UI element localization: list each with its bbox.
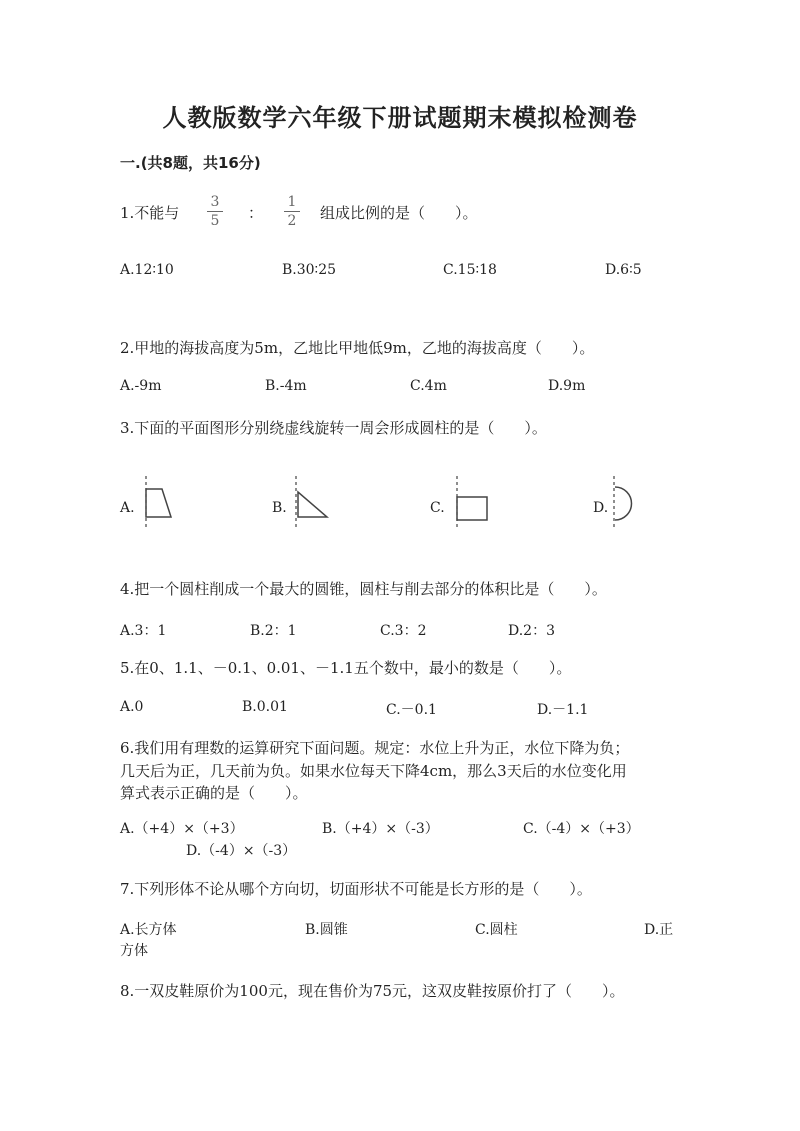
fraction-3-5 bbox=[207, 194, 223, 229]
triangle-shape bbox=[298, 492, 327, 517]
question-3-option-d[interactable]: D. bbox=[593, 500, 609, 516]
ratio-colon: ： bbox=[248, 204, 264, 222]
section-heading: 一.(共8题，共16分) bbox=[120, 154, 261, 172]
page-title: 人教版数学六年级下册试题期末模拟检测卷 bbox=[162, 104, 638, 132]
question-4-option-d[interactable]: D.2：3 bbox=[508, 623, 555, 639]
fraction-denominator: 2 bbox=[287, 213, 297, 229]
semicircle-figure bbox=[608, 474, 644, 532]
question-1-suffix: 组成比例的是（ ）。 bbox=[320, 204, 478, 222]
question-5-option-a[interactable]: A.0 bbox=[120, 699, 144, 715]
question-5-option-c[interactable]: C.－0.1 bbox=[386, 702, 437, 718]
question-7-option-a[interactable]: A.长方体 bbox=[120, 922, 177, 938]
question-2-option-d[interactable]: D.9m bbox=[548, 378, 586, 394]
question-3-option-a[interactable]: A. bbox=[120, 500, 135, 516]
question-2-text: 2.甲地的海拔高度为5m，乙地比甲地低9m，乙地的海拔高度（ ）。 bbox=[120, 339, 595, 357]
question-7-option-d[interactable]: D.正 bbox=[644, 922, 674, 938]
question-7-option-c[interactable]: C.圆柱 bbox=[475, 922, 518, 938]
question-5-option-d[interactable]: D.－1.1 bbox=[537, 702, 589, 718]
question-7-text: 7.下列形体不论从哪个方向切，切面形状不可能是长方形的是（ ）。 bbox=[120, 880, 592, 898]
question-6-line-2: 几天后为正，几天前为负。如果水位每天下降4cm，那么3天后的水位变化用 bbox=[120, 762, 627, 780]
fraction-1-2 bbox=[284, 194, 300, 229]
question-6-option-b[interactable]: B.（+4）×（-3） bbox=[322, 821, 439, 837]
trapezoid-figure bbox=[138, 474, 178, 532]
fraction-bar bbox=[284, 211, 300, 212]
triangle-figure bbox=[290, 474, 334, 532]
question-1-prefix: 1.不能与 bbox=[120, 204, 180, 222]
question-3-option-c[interactable]: C. bbox=[430, 500, 445, 516]
question-5-text: 5.在0、1.1、－0.1、0.01、－1.1五个数中，最小的数是（ ）。 bbox=[120, 659, 572, 677]
question-8-text: 8.一双皮鞋原价为100元，现在售价为75元，这双皮鞋按原价打了（ ）。 bbox=[120, 982, 625, 1000]
question-4-option-b[interactable]: B.2：1 bbox=[250, 623, 297, 639]
question-6-option-a[interactable]: A.（+4）×（+3） bbox=[120, 821, 244, 837]
question-1-option-a[interactable]: A.12∶10 bbox=[120, 262, 174, 278]
trapezoid-shape bbox=[146, 489, 171, 517]
rectangle-shape bbox=[457, 497, 487, 520]
fraction-denominator: 5 bbox=[210, 213, 220, 229]
question-5-option-b[interactable]: B.0.01 bbox=[242, 699, 288, 715]
question-4-text: 4.把一个圆柱削成一个最大的圆锥，圆柱与削去部分的体积比是（ ）。 bbox=[120, 580, 607, 598]
question-2-option-b[interactable]: B.-4m bbox=[265, 378, 307, 394]
question-6-option-c[interactable]: C.（-4）×（+3） bbox=[523, 821, 640, 837]
question-1-option-c[interactable]: C.15∶18 bbox=[443, 262, 497, 278]
question-1-option-d[interactable]: D.6∶5 bbox=[605, 262, 642, 278]
question-3-option-b[interactable]: B. bbox=[272, 500, 287, 516]
question-2-option-a[interactable]: A.-9m bbox=[120, 378, 162, 394]
question-4-option-a[interactable]: A.3：1 bbox=[120, 623, 167, 639]
question-4-option-c[interactable]: C.3：2 bbox=[380, 623, 427, 639]
question-2-option-c[interactable]: C.4m bbox=[410, 378, 447, 394]
question-6-line-1: 6.我们用有理数的运算研究下面问题。规定：水位上升为正，水位下降为负； bbox=[120, 739, 630, 757]
rectangle-figure bbox=[450, 474, 492, 532]
fraction-numerator: 3 bbox=[210, 194, 220, 210]
question-6-line-3: 算式表示正确的是（ ）。 bbox=[120, 784, 308, 802]
semicircle-shape bbox=[615, 487, 632, 520]
question-3-text: 3.下面的平面图形分别绕虚线旋转一周会形成圆柱的是（ ）。 bbox=[120, 419, 547, 437]
question-7-option-d-wrap: 方体 bbox=[120, 943, 148, 959]
fraction-numerator: 1 bbox=[287, 194, 297, 210]
question-1-option-b[interactable]: B.30∶25 bbox=[282, 262, 337, 278]
question-6-option-d[interactable]: D.（-4）×（-3） bbox=[186, 843, 297, 859]
question-7-option-b[interactable]: B.圆锥 bbox=[305, 922, 348, 938]
fraction-bar bbox=[207, 211, 223, 212]
